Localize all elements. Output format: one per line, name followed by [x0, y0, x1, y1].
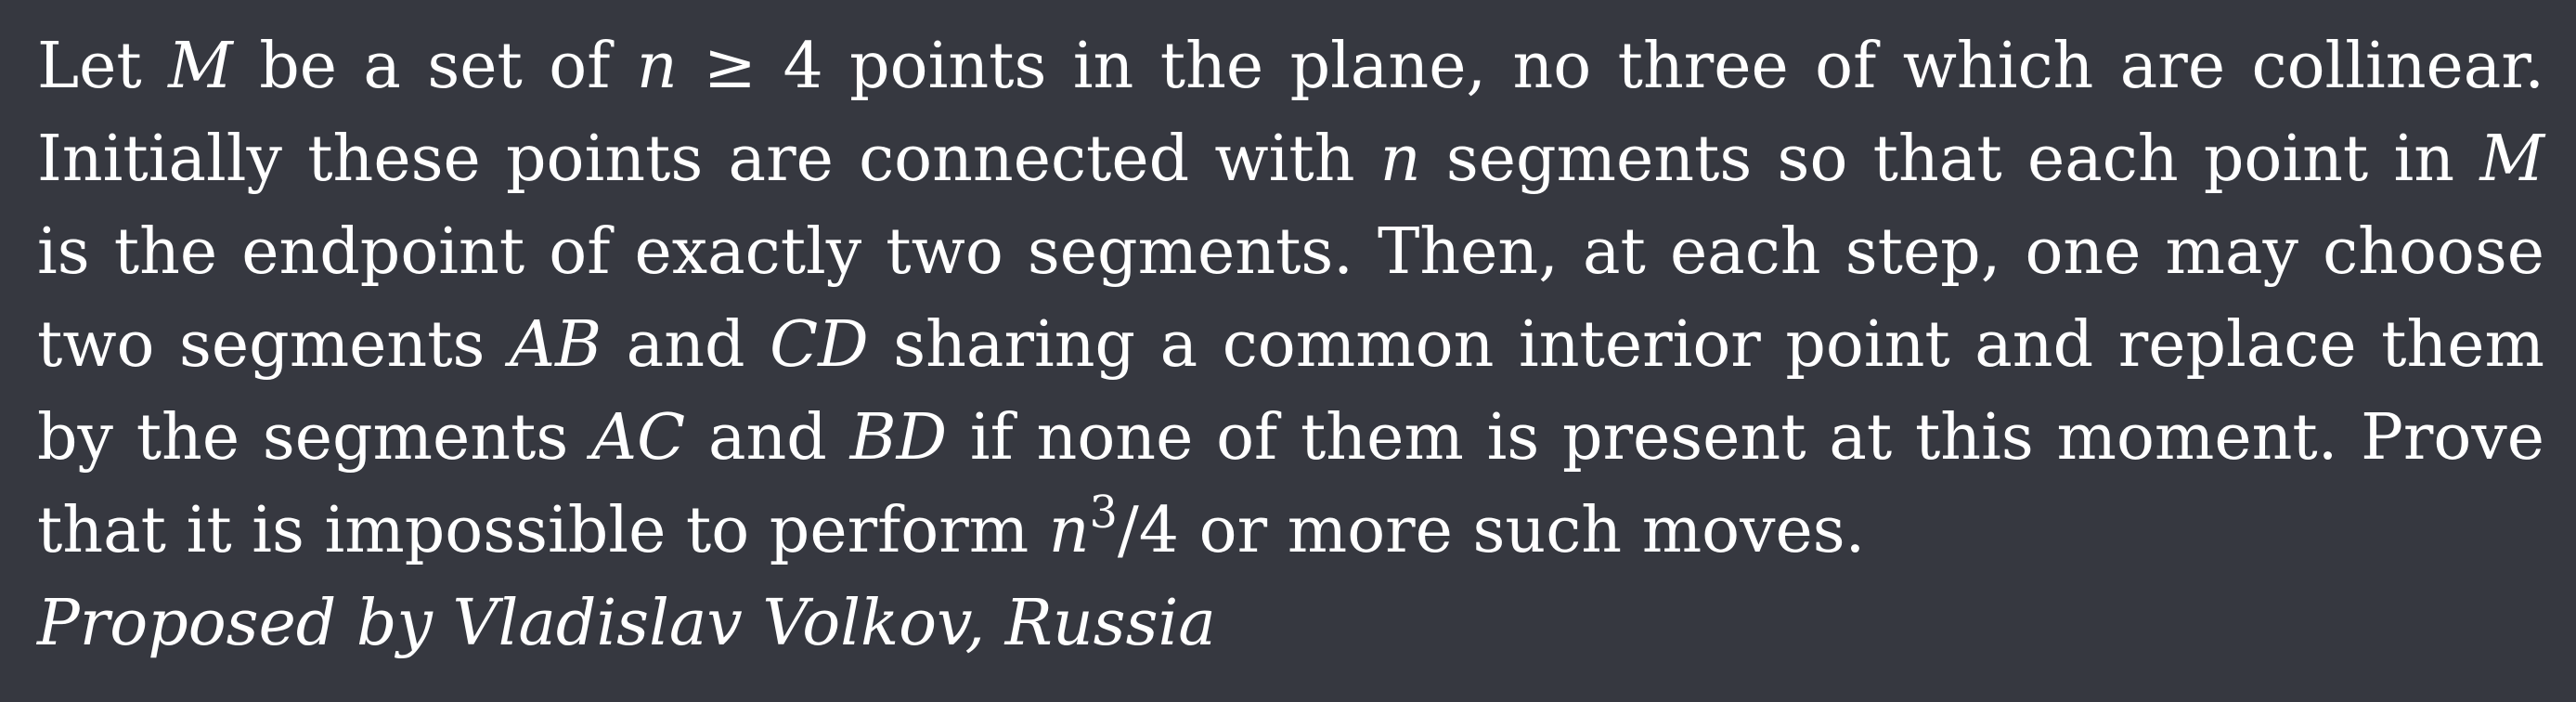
math-segment-bd: BD — [849, 401, 948, 474]
problem-line-5: by the segments AC and BD if none of them is present at this moment. Prove — [37, 401, 2544, 474]
math-exponent: 3 — [1089, 487, 1118, 539]
math-var-m: M — [168, 30, 233, 103]
problem-line-1: Let M be a set of n ≥ 4 points in the plane, no three of which are collinear. — [37, 30, 2544, 103]
math-var-n: n — [1048, 494, 1090, 567]
math-segment-ab: AB — [510, 308, 602, 382]
math-var-n: n — [636, 30, 678, 103]
math-segment-cd: CD — [770, 308, 869, 382]
problem-line-3: is the endpoint of exactly two segments. Then, at each step, one may choose — [37, 215, 2544, 289]
math-var-n: n — [1379, 123, 1421, 196]
attribution: Proposed by Vladislav Volkov, Russia — [37, 587, 1216, 660]
problem-line-2: Initially these points are connected with n segments so that each point in M — [37, 123, 2544, 196]
problem-line-6: that it is impossible to perform $n^3/4$ or more such moves. — [37, 487, 1866, 567]
math-var-m: M — [2479, 123, 2544, 196]
math-segment-ac: AC — [591, 401, 686, 474]
problem-line-4: two segments AB and CD sharing a common interior point and replace them — [37, 308, 2544, 382]
